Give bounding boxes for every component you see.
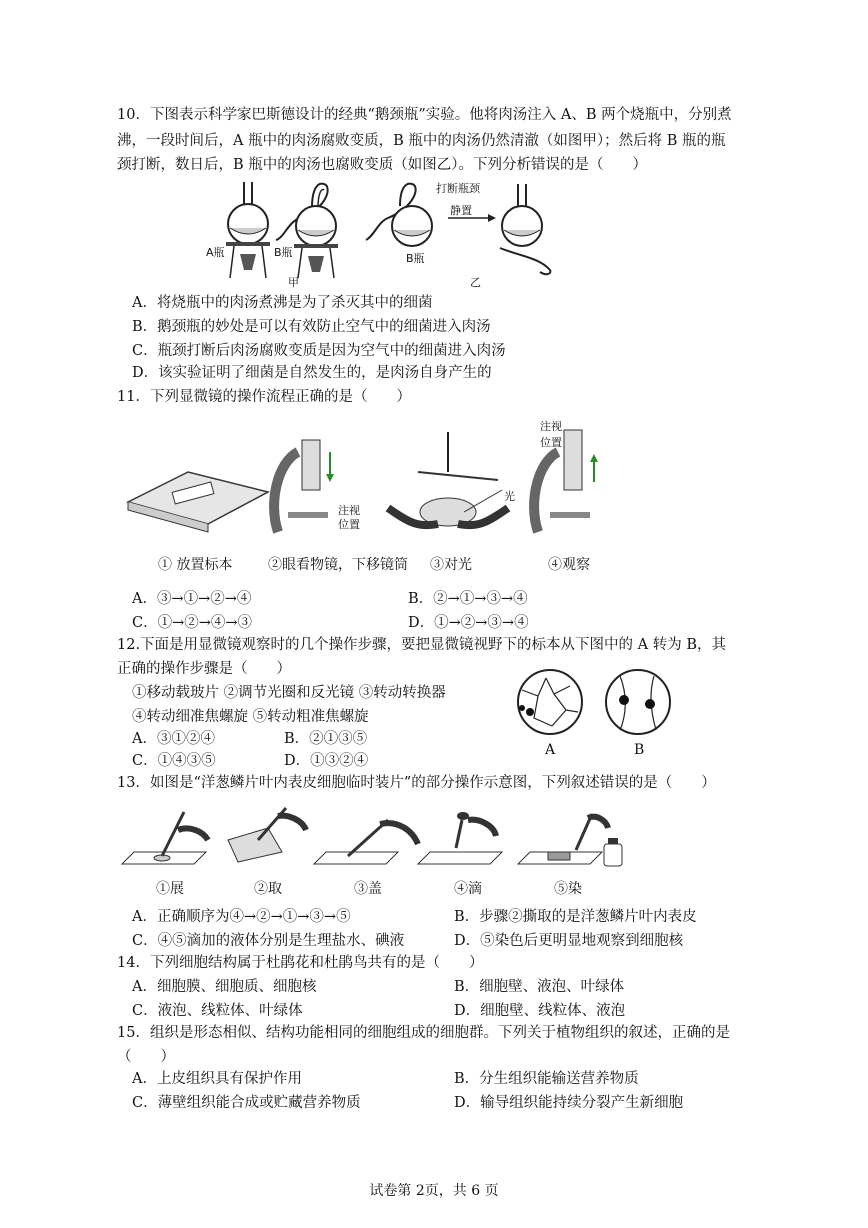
q10-figure-swan-neck-flasks [200, 178, 560, 288]
q11-option-c[interactable]: C．①→②→④→③ [132, 615, 253, 631]
q11-caption-2: ②眼看物镜，下移镜筒 [268, 557, 408, 573]
q11-label-light: 光 [504, 490, 515, 503]
q11-option-d[interactable]: D．①→②→③→④ [408, 615, 529, 631]
q10-option-c[interactable]: C．瓶颈打断后肉汤腐败变质是因为空气中的细菌进入肉汤 [132, 343, 506, 359]
q10-label-still: 静置 [450, 204, 472, 217]
q10-label-flask-a: A瓶 [206, 246, 225, 259]
q10-stem-line-2: 沸，一段时间后，A 瓶中的肉汤腐败变质，B 瓶中的肉汤仍然清澈（如图甲）；然后将 B 瓶的瓶 [117, 133, 726, 149]
q15-stem-line-2: （ ） [117, 1049, 175, 1065]
q13-caption-1: ①展 [156, 881, 184, 897]
q12-steps-line-2: ④转动细准焦螺旋 ⑤转动粗准焦螺旋 [132, 709, 369, 725]
q12-steps-line-1: ①移动载玻片 ②调节光圈和反光镜 ③转动转换器 [132, 685, 446, 701]
q13-caption-2: ②取 [254, 881, 282, 897]
q12-option-a[interactable]: A．③①②④ [132, 731, 215, 747]
q13-option-c[interactable]: C．④⑤滴加的液体分别是生理盐水、碘液 [132, 933, 405, 949]
q11-figure-microscope-steps [118, 412, 618, 582]
q13-figure-slide-preparation [118, 800, 638, 900]
q13-caption-4: ④滴 [454, 881, 482, 897]
q10-label-break-neck: 打断瓶颈 [436, 182, 480, 195]
q10-stem-line-3: 颈打断，数日后，B 瓶中的肉汤也腐败变质（如图乙）。下列分析错误的是（ ） [117, 157, 648, 173]
q11-caption-3: ③对光 [430, 557, 472, 573]
q12-label-b: B [634, 742, 645, 758]
q14-option-b[interactable]: B．细胞壁、液泡、叶绿体 [454, 979, 625, 995]
q15-option-c[interactable]: C．薄壁组织能合成或贮藏营养物质 [132, 1095, 361, 1111]
q12-label-a: A [545, 742, 556, 758]
q10-option-b[interactable]: B．鹅颈瓶的妙处是可以有效防止空气中的细菌进入肉汤 [132, 319, 491, 335]
q11-stem: 11．下列显微镜的操作流程正确的是（ ） [117, 389, 411, 405]
q10-label-flask-b-yi: B瓶 [406, 252, 425, 265]
q13-caption-3: ③盖 [354, 881, 382, 897]
q14-option-c[interactable]: C．液泡、线粒体、叶绿体 [132, 1003, 303, 1019]
q13-option-b[interactable]: B．步骤②撕取的是洋葱鳞片叶内表皮 [454, 909, 697, 925]
q10-label-yi: 乙 [470, 276, 481, 289]
q11-option-a[interactable]: A．③→①→②→④ [132, 591, 252, 607]
q11-option-b[interactable]: B．②→①→③→④ [408, 591, 528, 607]
q11-note-b-line2: 位置 [540, 436, 562, 449]
q12-figure-fields-of-view [508, 666, 678, 766]
q10-label-jia: 甲 [288, 276, 299, 289]
q12-stem-line-1: 12.下面是用显微镜观察时的几个操作步骤，要把显微镜视野下的标本从下图中的 A 转为 B，其 [117, 637, 727, 653]
q11-caption-1: ① 放置标本 [158, 557, 233, 573]
q12-option-c[interactable]: C．①④③⑤ [132, 753, 216, 769]
q11-note-a-line2: 位置 [338, 518, 360, 531]
q15-option-b[interactable]: B．分生组织能输送营养物质 [454, 1071, 639, 1087]
page-footer: 试卷第 2页，共 6 页 [369, 1183, 499, 1199]
q10-option-d[interactable]: D．该实验证明了细菌是自然发生的，是肉汤自身产生的 [132, 365, 492, 381]
q14-option-a[interactable]: A．细胞膜、细胞质、细胞核 [132, 979, 317, 995]
q13-stem: 13．如图是“洋葱鳞片叶内表皮细胞临时装片”的部分操作示意图，下列叙述错误的是（ ） [117, 775, 716, 791]
q15-option-d[interactable]: D．输导组织能持续分裂产生新细胞 [454, 1095, 684, 1111]
q14-stem: 14．下列细胞结构属于杜鹃花和杜鹃鸟共有的是（ ） [117, 955, 484, 971]
q12-option-b[interactable]: B．②①③⑤ [284, 731, 368, 747]
q15-stem-line-1: 15．组织是形态相似、结构功能相同的细胞组成的细胞群。下列关于植物组织的叙述，正确的是 [117, 1025, 730, 1041]
q14-option-d[interactable]: D．细胞壁、线粒体、液泡 [454, 1003, 626, 1019]
q12-stem-line-2: 正确的操作步骤是（ ） [117, 661, 291, 677]
q15-option-a[interactable]: A．上皮组织具有保护作用 [132, 1071, 302, 1087]
q11-note-a-line1: 注视 [338, 504, 360, 517]
q10-stem-line-1: 10．下图表示科学家巴斯德设计的经典“鹅颈瓶”实验。他将肉汤注入 A、B 两个烧瓶中，分别煮 [117, 107, 732, 123]
q13-option-a[interactable]: A．正确顺序为④→②→①→③→⑤ [132, 909, 351, 925]
q10-option-a[interactable]: A．将烧瓶中的肉汤煮沸是为了杀灭其中的细菌 [132, 295, 433, 311]
q13-option-d[interactable]: D．⑤染色后更明显地观察到细胞核 [454, 933, 684, 949]
q11-note-b-line1: 注视 [540, 420, 562, 433]
q12-option-d[interactable]: D．①③②④ [284, 753, 369, 769]
q13-caption-5: ⑤染 [554, 881, 582, 897]
q10-label-flask-b: B瓶 [274, 246, 293, 259]
q11-caption-4: ④观察 [548, 557, 590, 573]
